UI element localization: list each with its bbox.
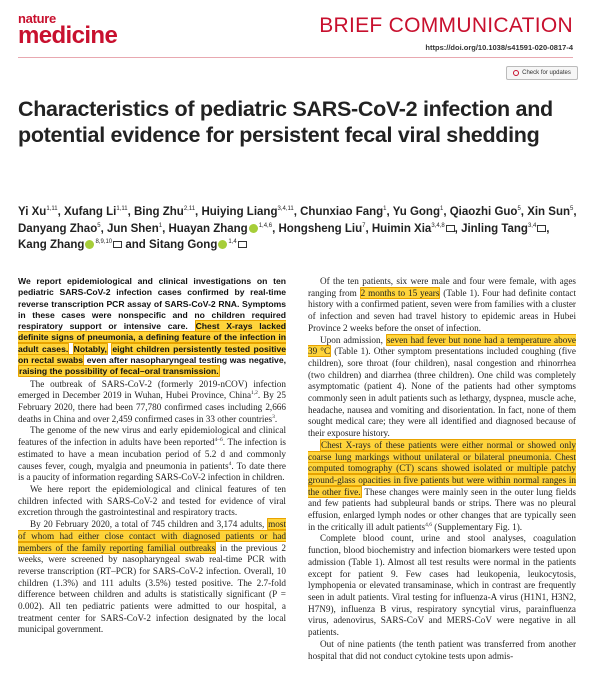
paragraph: Complete blood count, urine and stool analyses, coagulation function, blood biochemistry and infection biomarkers were tested upon admission (Table 1). Almost all test results were normal in the patients except for patient 9. Few cases had leukopenia, leukocytosis, lymphopenia or elevated transaminase, which in contrast are frequently seen in adult patients. Viral testing for influenza-A virus (H1N1, H3N2, H7N9), influenza B virus, respiratory syncytial virus, parainfluenza virus, adenovirus, SARS-CoV and MERS-CoV were negative in all patients. xyxy=(308,533,576,638)
body-column-left xyxy=(18,276,286,636)
crossmark-icon xyxy=(513,70,519,76)
highlight: eight children persistently tested positive on rectal swabs xyxy=(18,343,286,366)
orcid-icon[interactable] xyxy=(249,224,258,233)
author[interactable]: Huiying Liang$^{3,4,11}$ xyxy=(201,206,294,218)
highlight: 2 months to 15 years xyxy=(360,287,440,298)
mail-icon[interactable] xyxy=(537,225,546,232)
journal-logo[interactable] xyxy=(18,12,117,48)
author[interactable]: Sitang Gong $^{1,4}$ xyxy=(149,239,247,251)
logo-medicine: medicine xyxy=(18,22,118,49)
journal-header xyxy=(0,0,591,86)
article-type: BRIEF COMMUNICATION xyxy=(319,14,573,37)
author[interactable]: Kang Zhang $^{8,9,10}$ xyxy=(18,239,122,251)
logo-nature: nature xyxy=(18,11,56,26)
author[interactable]: Huimin Xia$^{3,4,8}$ xyxy=(372,223,455,235)
paragraph: The outbreak of SARS-CoV-2 (formerly 2019-nCOV) infection emerged in December 2019 in Wuhan, Hubei Province, China$^{1,2}$. By 25 February 2020, there had been 77,780 confirmed cases including 2,666 deaths in China and over 2,459 confirmed cases in 33 other countries$^3$. xyxy=(18,378,286,424)
paragraph: Upon admission, seven had fever but none had a temperature above 39 °C (Table 1). Other symptom presentations included coughing (five children), sore throat (four children), nasal congestion and rhinorrhea (two children) and diarrhea (three children). One child was completely asymptomatic (patient 4). None of the patients had other symptoms commonly seen in adult patients such as lethargy, dyspnea, muscle ache, headache, nausea and vomiting and disorientation. In fact, none of them sought medical care; they were all identified and diagnosed because of their exposure history. xyxy=(308,334,576,439)
mail-icon[interactable] xyxy=(446,225,455,232)
citation[interactable]: 1,2 xyxy=(251,390,258,397)
author[interactable]: Xin Sun$^5$ xyxy=(527,206,574,218)
paragraph: Out of nine patients (the tenth patient was transferred from another hospital that did not conduct cytokine tests upon admis- xyxy=(308,638,576,661)
author[interactable]: Danyang Zhao$^5$ xyxy=(18,222,101,235)
highlight: raising the possibility of fecal–oral transmission. xyxy=(19,366,219,377)
orcid-icon[interactable] xyxy=(85,240,94,249)
check-updates-label: Check for updates xyxy=(522,70,571,76)
paragraph: Chest X-rays of these patients were either normal or showed only coarse lung markings without unilateral or bilateral pneumonia. Chest computed tomography (CT) scans showed isolated or multiple patchy ground-glass opacities in five patients but were within normal ranges in the other five. These changes were mainly seen in the outer lung fields and few patients had subpleural bands or strips. There was no pleural effusion, enlarged lymph nodes or other changes that are typically seen in the critically ill adult patients$^{4,6}$ (Supplementary Fig. 1). xyxy=(308,439,576,532)
author-list: Yi Xu$^{1,11}$, Xufang Li$^{1,11}$, Bing Zhu$^{2,11}$, Huiying Liang$^{3,4,11}$, Chunxiao Fang$^1$, Yu Gong$^1$, Qiaozhi Guo$^5$, Xin Sun$^5$, Danyang Zhao$^5$, Jun Shen$^1$, Huayan Zhang $^{1,4,6}$, Hongsheng Liu$^7$, Huimin Xia$^{3,4,8}$ , Jinling Tang$^{3,4}$ , Kang Zhang $^{8,9,10}$ and Sitang Gong $^{1,4}$ xyxy=(18,206,577,251)
citation[interactable]: 4–6 xyxy=(214,437,223,444)
orcid-icon[interactable] xyxy=(218,240,227,249)
highlight: Chest X-rays of these patients were either normal or showed only coarse lung markings without unilateral or bilateral pneumonia. Chest computed tomography (CT) scans showed isolated or multiple patchy ground-glass opacities in five patients but were within normal ranges in the other five. xyxy=(308,439,576,497)
paragraph: By 20 February 2020, a total of 745 children and 3,174 adults, most of whom had either close contact with diagnosed patients or had members of the family reporting familial outbreaks in the previous 2 weeks, were screened by nasopharyngeal swab real-time PCR with reverse transcription (RT–PCR) for SARS-CoV-2 infection. Overall, 10 children (1.3%) and 111 adults (3.5%) tested positive. The 2.7-fold difference between children and adults is statistically significant (P = 0.002). All ten pediatric patients were admitted to our hospital, a treatment center for SARS-CoV-2 infection designated by the local municipal government. xyxy=(18,519,287,635)
author[interactable]: Yu Gong$^1$ xyxy=(392,206,444,218)
paragraph: The genome of the new virus and early epidemiological and clinical features of the infection in adults have been reported$^{4-6}$. The infection is estimated to have a mean incubation period of 5.2 d and commonly causes fever, cough, myalgia and pneumonia in patients$^4$. To date there is a paucity of information regarding SARS-CoV-2 infection in children. xyxy=(18,425,287,483)
author[interactable]: Bing Zhu$^{2,11}$ xyxy=(133,206,196,218)
check-updates-button[interactable] xyxy=(506,66,578,80)
author[interactable]: Huayan Zhang $^{1,4,6}$ xyxy=(168,222,273,235)
highlight: Chest X-rays lacked definite signs of pneumonia, a defining feature of the infection in adult cases. xyxy=(18,321,287,354)
citation[interactable]: 4 xyxy=(228,460,232,467)
highlight: most of whom had either close contact with diagnosed patients or had members of the family reporting familial outbreaks xyxy=(18,519,287,553)
paragraph: Of the ten patients, six were male and four were female, with ages ranging from 2 months to 15 years (Table 1). Four had definite contact history with a confirmed patient, seven were from families with a cluster of infection and seven had travel history to epidemic areas in Hubei Province 2 weeks before the onset of infection. xyxy=(308,276,577,333)
author[interactable]: Qiaozhi Guo$^5$ xyxy=(449,206,521,218)
citation[interactable]: 3 xyxy=(272,413,275,420)
author[interactable]: Yi Xu$^{1,11}$ xyxy=(18,206,58,218)
highlight: seven had fever but none had a temperature above 39 °C xyxy=(308,334,576,357)
mail-icon[interactable] xyxy=(238,241,247,248)
paragraph: We here report the epidemiological and clinical features of ten children infected with SARS-CoV-2 and tested for evidence of viral excretion through the gastrointestinal and respiratory tracts. xyxy=(18,484,286,518)
author[interactable]: Chunxiao Fang$^1$ xyxy=(300,206,387,218)
mail-icon[interactable] xyxy=(113,241,122,248)
doi-link[interactable]: https://doi.org/10.1038/s41591-020-0817-4 xyxy=(425,43,573,52)
header-divider xyxy=(18,57,573,58)
author[interactable]: Hongsheng Liu$^7$ xyxy=(278,222,366,235)
body-column-right xyxy=(308,276,576,662)
author-conjunction: and xyxy=(125,239,146,251)
author[interactable]: Jinling Tang$^{3,4}$ xyxy=(461,223,546,235)
highlight: Notably, xyxy=(73,343,107,354)
author[interactable]: Xufang Li$^{1,11}$ xyxy=(63,206,128,218)
citation[interactable]: 4,6 xyxy=(425,521,432,528)
article-title: Characteristics of pediatric SARS-CoV-2 infection and potential evidence for persistent fecal viral shedding xyxy=(18,97,553,147)
abstract: We report epidemiological and clinical investigations on ten pediatric SARS-CoV-2 infection cases confirmed by real-time reverse transcription PCR assay of SARS-CoV-2 RNA. Symptoms in these cases were nonspecific and no children required respiratory support or intensive care. Chest X-rays lacked definite signs of pneumonia, a defining feature of the infection in adult cases. Notably, eight children persistently tested positive on rectal swabs even after nasopharyngeal testing was negative, raising the possibility of fecal–oral transmission. xyxy=(18,276,287,377)
author[interactable]: Jun Shen$^1$ xyxy=(106,222,163,235)
